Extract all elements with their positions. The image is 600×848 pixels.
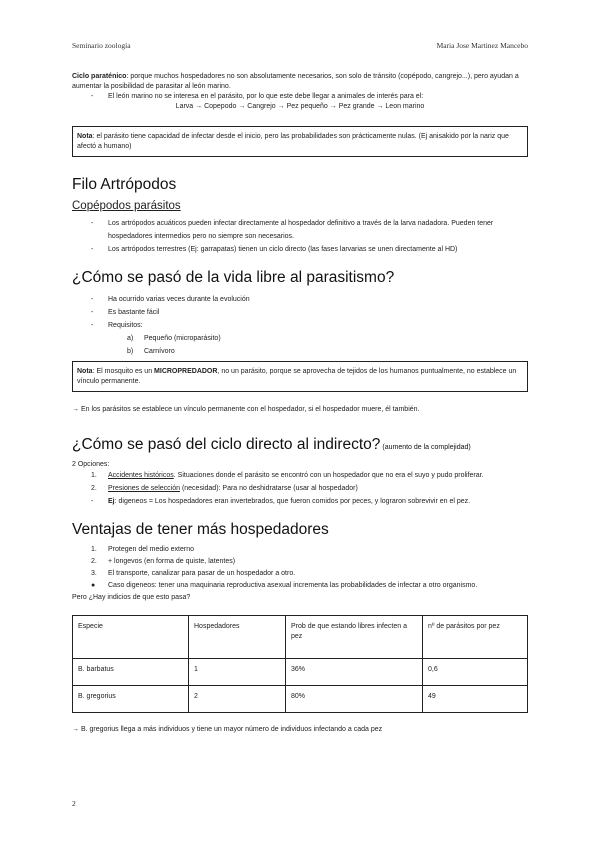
intro-label: Ciclo paraténico	[72, 73, 127, 80]
section-title: Filo Artrópodos	[72, 176, 177, 193]
list-item: - Requisitos:	[91, 322, 143, 329]
list-item: ● Caso digeneos: tener una maquinaria reproductiva asexual incrementa las probabilidades de infectar a otro organismo.	[91, 582, 478, 589]
parasite-table	[72, 615, 528, 713]
note-label: Nota	[77, 368, 93, 375]
ventajas-list	[72, 544, 528, 592]
table-cell: 80%	[286, 686, 423, 713]
host-chain: Larva → Copepodo → Cangrejo → Pez pequeño → Pez grande → Leon marino	[175, 103, 425, 110]
table-cell: 1	[189, 659, 286, 686]
list-item: 2. Presiones de selección (necesidad): Para no deshidratarse (usar al hospedador)	[91, 485, 358, 492]
section-title: ¿Cómo se pasó de la vida libre al parasitismo?	[72, 269, 395, 286]
list-item: - Los artrópodos terrestres (Ej: garrapatas) tienen un ciclo directo (las fases larvarias se unen directamente al HD)	[91, 246, 458, 253]
note-text: : el parásito tiene capacidad de infectar desde el inicio, pero las probabilidades son prácticamente nulas. (Ej anisakido por la nariz que afectó a humano)	[77, 133, 509, 150]
section-title: ¿Cómo se pasó del ciclo directo al indirecto? (aumento de la complejidad)	[72, 436, 471, 453]
page-number: 2	[72, 799, 76, 808]
header-author: Maria Jose Martinez Mancebo	[436, 41, 528, 50]
table-header-cell: nº de parásitos por pez	[423, 616, 528, 659]
list-item: - Ha ocurrido varias veces durante la evolución	[91, 296, 250, 303]
list-item: a) Pequeño (microparásito)	[127, 335, 221, 342]
list-item: 3. El transporte, canalizar para pasar de un hospedador a otro.	[91, 570, 296, 577]
intro-text: : porque muchos hospedadores no son absolutamente necesarios, son solo de tránsito (copépodo, cangrejo...), pero ayudan a aumentar la posibilidad de parasitar al león marino.	[72, 73, 519, 90]
page-content	[72, 72, 528, 735]
list-item: 1. Accidentes históricos. Situaciones donde el parásito se encontró con un hospedador que no era el suyo y pudo proliferar.	[91, 472, 484, 479]
table-header-cell: Prob de que estando libres infecten a pez	[286, 616, 423, 659]
table-header-cell: Especie	[73, 616, 189, 659]
list-item: b) Carnívoro	[127, 348, 175, 355]
arrow-note: → En los parásitos se establece un vínculo permanente con el hospedador, si el hospedador muere, él también.	[72, 406, 420, 413]
options-intro: 2 Opciones:	[72, 461, 110, 468]
table-cell: 0,6	[423, 659, 528, 686]
vida-list	[72, 293, 528, 332]
list-item: 1. Protegen del medio externo	[91, 546, 194, 553]
intro-paragraph	[72, 72, 528, 92]
ciclo-list	[72, 470, 528, 507]
question-text: Pero ¿Hay indicios de que esto pasa?	[72, 594, 191, 601]
table-header-row	[73, 616, 528, 659]
note-box	[72, 126, 528, 157]
table-cell: 36%	[286, 659, 423, 686]
note-emphasis: MICROPREDADOR	[154, 368, 218, 375]
list-item: 2. + longevos (en forma de quiste, latentes)	[91, 558, 236, 565]
section-title: Ventajas de tener más hospedadores	[72, 521, 329, 538]
table-cell: 2	[189, 686, 286, 713]
note-box: Nota: El mosquito es un MICROPREDADOR, no un parásito, porque se aprovecha de tejidos de los humanos puntualmente, no establece un vínculo permanente.	[72, 361, 528, 392]
note-label: Nota	[77, 133, 93, 140]
list-item: - Los artrópodos acuáticos pueden infectar directamente al hospedador definitivo a través de la larva nadadora. Pueden tener hospedadores intermedios pero no siempre son necesarios.	[91, 220, 494, 240]
table-row	[73, 686, 528, 713]
list-item: - Ej: digeneos = Los hospedadores eran invertebrados, que fueron comidos por peces, y lograron sobrevivir en el pez.	[91, 498, 471, 505]
header-course: Seminario zoología	[72, 41, 131, 50]
table-row	[73, 659, 528, 686]
conclusion-text: → B. gregorius llega a más individuos y tiene un mayor número de individuos infectando a cada pez	[72, 726, 383, 733]
table-cell: 49	[423, 686, 528, 713]
list-item: - El león marino no se interesa en el parásito, por lo que este debe llegar a animales de interés para el:	[91, 93, 424, 100]
list-item: - Es bastante fácil	[91, 309, 160, 316]
requisitos-list	[72, 332, 528, 358]
section-title-note: (aumento de la complejidad)	[380, 444, 471, 451]
table-header-cell: Hospedadores	[189, 616, 286, 659]
table-cell: B. barbatus	[73, 659, 189, 686]
filo-list	[72, 217, 528, 256]
section-subtitle: Copépodos parásitos	[72, 200, 181, 212]
table-cell: B. gregorius	[73, 686, 189, 713]
intro-list	[72, 92, 528, 102]
